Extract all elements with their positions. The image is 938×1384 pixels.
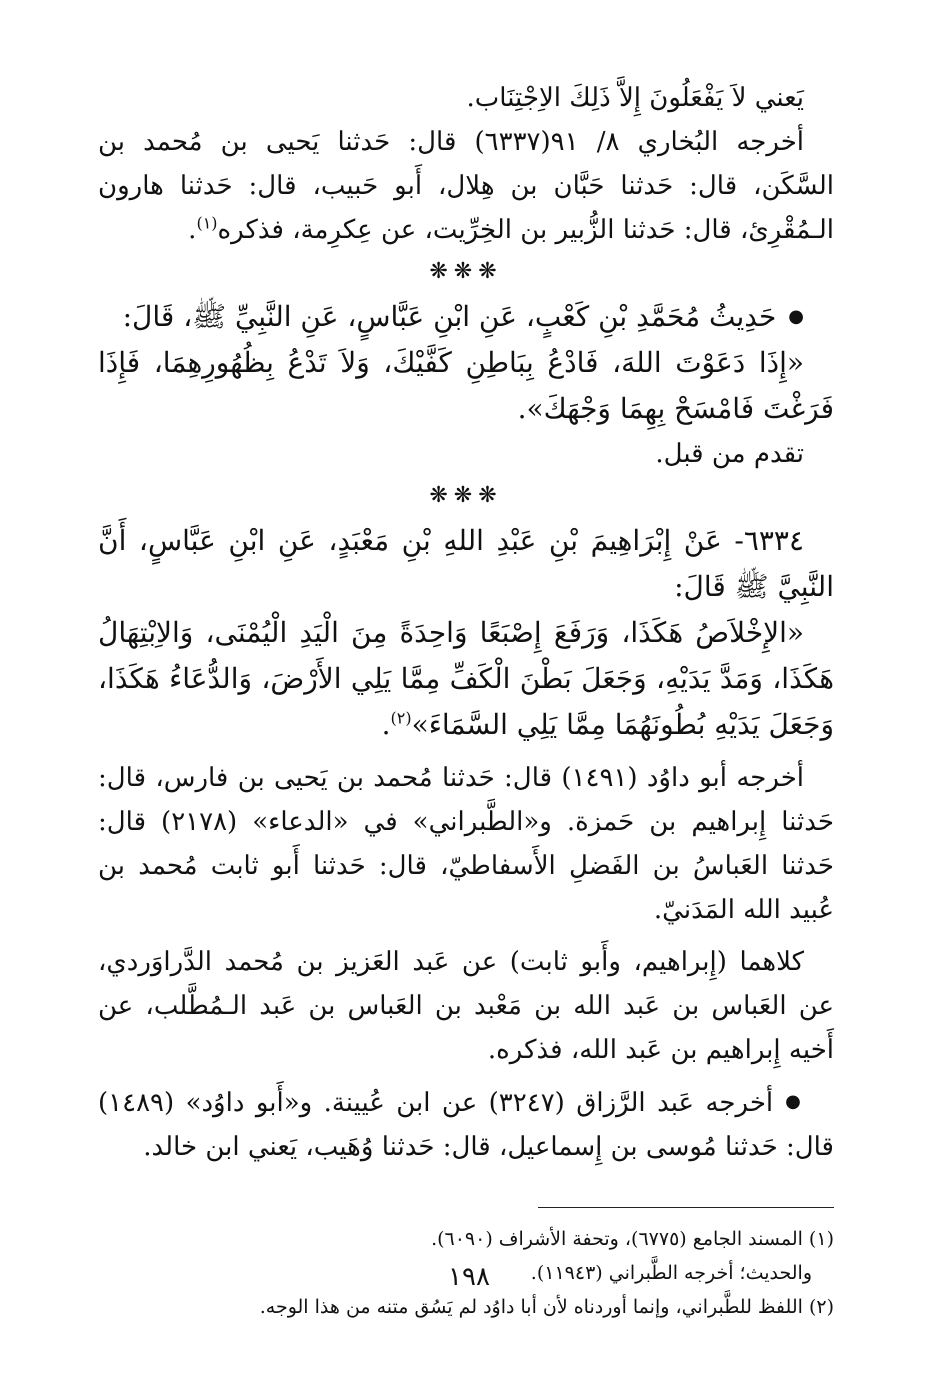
text-run: أخرجه أبو داوُد (١٤٩١) قال: حَدثنا مُحمد بن يَحيى بن فارس، قال: حَدثنا إِبراهيم بن حَمزة. و«الطَّبراني» في «الدعاء» (٢١٧٨) قال: حَدثنا العَباسُ بن الفَضلِ الأَسفاطيّ، قال: حَدثنا أَبو ثابت مُحمد بن عُبيد الله المَدَنيّ. xyxy=(98,763,834,925)
bullet-icon: ● xyxy=(785,1091,804,1112)
paragraph-8 xyxy=(98,756,834,932)
paragraph-4 xyxy=(98,340,834,432)
footnote-ref-1[interactable]: (١) xyxy=(196,213,218,233)
paragraph-10 xyxy=(98,1080,834,1169)
paragraph-1 xyxy=(98,76,834,120)
footnote-divider xyxy=(538,1207,834,1208)
section-separator: ❋❋❋ xyxy=(429,483,503,508)
text-run: أخرجه عَبد الرَّزاق (٣٢٤٧) عن ابن عُيينة. و«أَبو داوُد» (١٤٨٩) قال: حَدثنا مُوسى بن إِسماعيل، قال: حَدثنا وُهَيب، يَعني ابن خالد. xyxy=(98,1088,834,1162)
paragraph-3 xyxy=(98,294,834,340)
footnote-1: (١) المسند الجامع (٦٧٧٥)، وتحفة الأشراف (٦٠٩٠). xyxy=(431,1228,834,1250)
period: . xyxy=(188,215,197,245)
footnote-ref-2[interactable]: (٢) xyxy=(390,708,412,728)
paragraph-9 xyxy=(98,940,834,1072)
bullet-icon: ● xyxy=(788,306,804,327)
text-run: كلاهما (إِبراهيم، وأَبو ثابت) عن عَبد العَزيز بن مُحمد الدَّراوَردي، عن العَباس بن عَبد الله بن مَعْبد بن العَباس بن عَبد الـمُطَّلب، عن أَخيه إِبراهيم بن عَبد الله، فذكره. xyxy=(98,947,834,1065)
page-number: ١٩٨ xyxy=(448,1262,490,1292)
footnote-1-continued: والحديث؛ أخرجه الطَّبراني (١١٩٤٣). xyxy=(530,1262,812,1284)
text-line: يَعني لاَ يَفْعَلُونَ إِلاَّ ذَلِكَ الاِجْتِنَاب. xyxy=(466,83,804,113)
text-run: أخرجه البُخاري ٨/ ٩١(٦٣٣٧) قال: حَدثنا يَحيى بن مُحمد بن السَّكَن، قال: حَدثنا حَبَّان بن هِلال، أَبو حَبيب، قال: حَدثنا هارون الـمُقْرِئ، قال: حَدثنا الزُّبير بن الخِرِّيت، عن عِكرِمة، فذكره xyxy=(98,127,834,245)
hadith-text: «إِذَا دَعَوْتَ اللهَ، فَادْعُ بِبَاطِنِ كَفَّيْكَ، وَلاَ تَدْعُ بِظُهُورِهِمَا، فَإِذَا فَرَغْتَ فَامْسَحْ بِهِمَا وَجْهَكَ». xyxy=(98,346,834,425)
footnote-2: (٢) اللفظ للطَّبراني، وإنما أوردناه لأن أبا داوُد لم يَسُق متنه من هذا الوجه. xyxy=(259,1296,834,1318)
paragraph-6 xyxy=(98,518,834,610)
section-separator: ❋❋❋ xyxy=(429,259,503,284)
paragraph-7 xyxy=(98,610,834,748)
paragraph-5 xyxy=(98,432,834,476)
hadith-text: «الإِخْلاَصُ هَكَذَا، وَرَفَعَ إِصْبَعًا وَاحِدَةً مِنَ الْيَدِ الْيُمْنَى، وَالاِبْتِهَالُ هَكَذَا، وَمَدَّ يَدَيْهِ، وَجَعَلَ بَطْنَ الْكَفِّ مِمَّا يَلِي الأَرْضَ، وَالدُّعَاءُ هَكَذَا، وَجَعَلَ يَدَيْهِ بُطُونَهُمَا مِمَّا يَلِي السَّمَاءَ» xyxy=(98,616,834,741)
paragraph-2 xyxy=(98,120,834,252)
hadith-heading: ٦٣٣٤- عَنْ إِبْرَاهِيمَ بْنِ عَبْدِ اللهِ بْنِ مَعْبَدٍ، عَنِ ابْنِ عَبَّاسٍ، أَنَّ النَّبِيَّ ﷺ قَالَ: xyxy=(98,524,834,603)
text-line: تقدم من قبل. xyxy=(655,439,804,469)
period: . xyxy=(381,708,391,741)
hadith-heading: حَدِيثُ مُحَمَّدِ بْنِ كَعْبٍ، عَنِ ابْنِ عَبَّاسٍ، عَنِ النَّبِيِّ ﷺ، قَالَ: xyxy=(122,300,777,333)
